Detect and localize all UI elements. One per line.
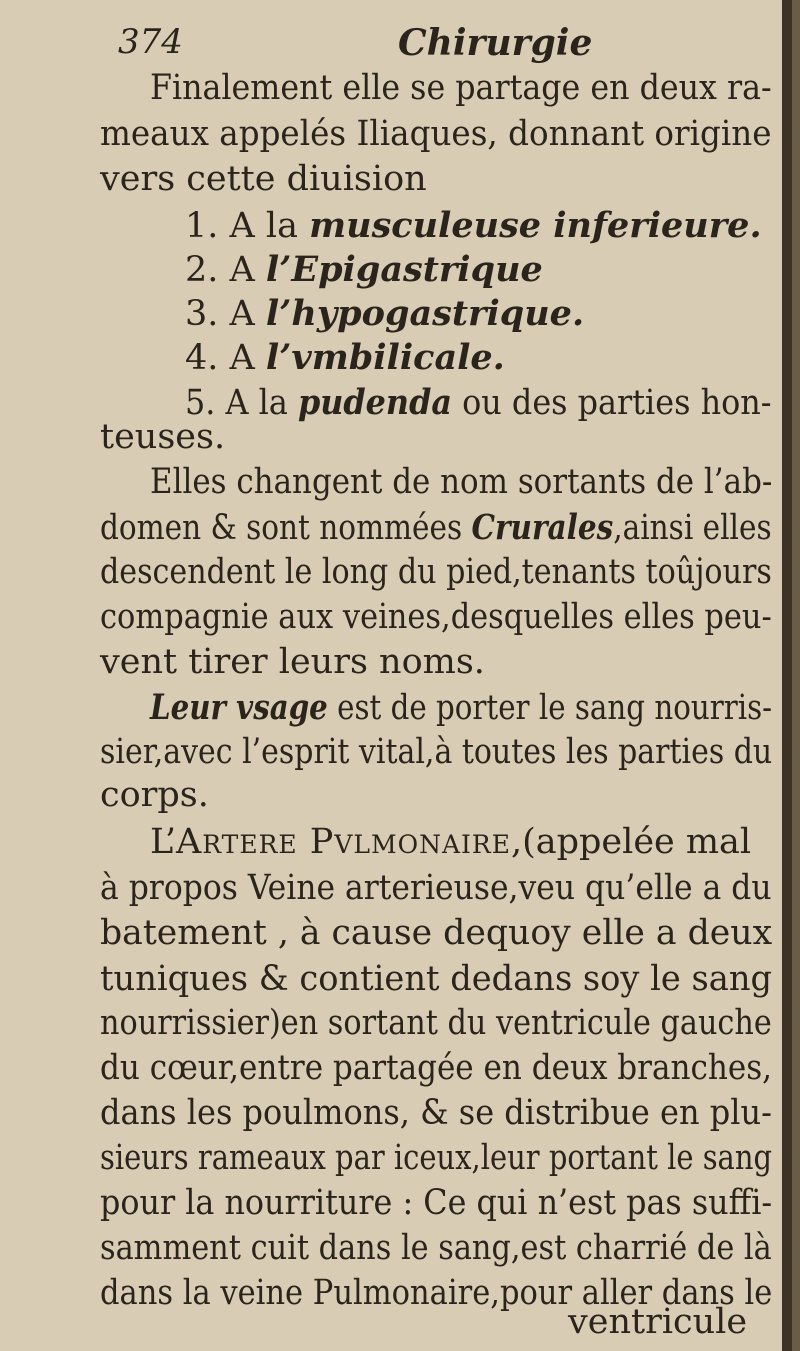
text-line: compagnie aux veines,desquelles elles peu- [100,597,772,637]
text-line: vent tirer leurs noms. [100,642,485,682]
text-line: Elles changent de nom sortants de l’ab- [150,462,773,502]
text-line: pour la nourriture : Ce qui n’est pas suffi- [100,1183,773,1223]
text-line: samment cuit dans le sang,est charrié de là [100,1228,772,1268]
text-line: domen & sont nommées Crurales,ainsi elles [100,507,772,548]
list-item: 5. A la pudenda ou des parties hon- [185,382,772,423]
running-title: Chirurgie [398,22,593,64]
text-line: nourrissier)en sortant du ventricule gauche [100,1003,772,1043]
text-line: meaux appelés Iliaques, donnant origine [100,114,772,154]
text-line: batement , à cause dequoy elle a deux [100,913,773,953]
text-line: descendent le long du pied,tenants toûjours [100,552,772,592]
text-line: corps. [100,775,209,815]
text-line: Finalement elle se partage en deux ra- [150,68,772,108]
book-spine [782,0,792,1351]
text-line: L’Artere Pvlmonaire,(appelée mal [150,822,752,862]
list-item: 1. A la musculeuse inferieure. [185,205,762,246]
list-item: 3. A l’hypogastrique. [185,293,585,334]
page-number: 374 [118,22,183,62]
list-item: 4. A l’vmbilicale. [185,337,505,378]
text-line: dans les poulmons, & se distribue en plu- [100,1093,772,1133]
text-line: Leur vsage est de porter le sang nourris- [150,687,773,728]
page-header [110,12,732,66]
text-line: du cœur,entre partagée en deux branches, [100,1048,773,1088]
catchword: ventricule [568,1302,748,1342]
text-line: teuses. [100,417,226,457]
text-line: sieurs rameaux par iceux,leur portant le sang [100,1138,773,1178]
text-line: sier,avec l’esprit vital,à toutes les parties du [100,732,773,772]
text-line: à propos Veine arterieuse,veu qu’elle a du [100,868,772,908]
text-line: tuniques & contient dedans soy le sang [100,959,773,999]
text-line: dans la veine Pulmonaire,pour aller dans le [100,1273,773,1313]
text-line: vers cette diuision [100,159,427,199]
list-item: 2. A l’Epigastrique [185,249,543,290]
